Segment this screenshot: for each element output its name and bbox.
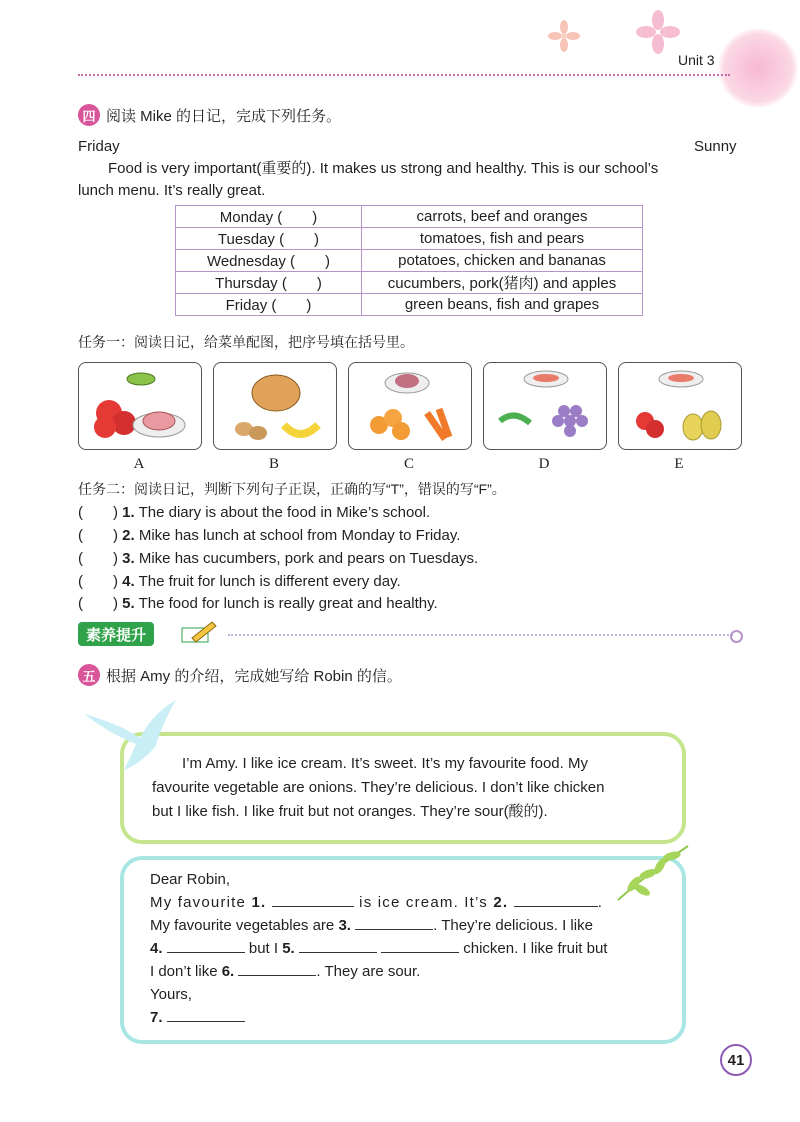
amy-line-3: but I like fish. I like fruit but not oranges. They’re sour(酸的). (152, 803, 548, 820)
table-row (176, 206, 643, 228)
menu-day[interactable]: Friday ( ) (176, 294, 362, 316)
menu-food: cucumbers, pork(猪肉) and apples (362, 272, 643, 294)
pencil-icon (178, 618, 218, 653)
section4-instruction: 阅读 Mike 的日记，完成下列任务。 (106, 107, 342, 125)
letter-line-3 (150, 914, 593, 938)
letter-closing: Yours, (150, 986, 192, 1003)
letter-text: is ice cream. It’s (359, 894, 489, 911)
blank-number: 5. (282, 940, 295, 957)
food-picture-b (213, 362, 337, 450)
menu-food: tomatoes, fish and pears (362, 228, 643, 250)
diary-day: Friday (78, 138, 120, 155)
chicken-potatoes-bananas-icon (214, 363, 336, 449)
question-number: 4. (122, 573, 135, 590)
table-row (176, 272, 643, 294)
letter-text: but I (248, 940, 279, 957)
food-picture-e (618, 362, 742, 450)
question-number: 1. (122, 504, 135, 521)
question-text: Mike has cucumbers, pork and pears on Tuesdays. (138, 550, 479, 567)
blank-number: 6. (221, 963, 235, 980)
answer-paren[interactable]: ( ) (78, 504, 118, 521)
menu-day[interactable]: Tuesday ( ) (176, 228, 362, 250)
task1-instruction: 任务一：阅读日记，给菜单配图，把序号填在括号里。 (78, 334, 414, 350)
menu-day[interactable]: Monday ( ) (176, 206, 362, 228)
page-number: 41 (720, 1044, 752, 1076)
leaf-branch-icon (612, 840, 692, 915)
pork-oranges-carrots-icon (349, 363, 471, 449)
answer-blank[interactable] (167, 1006, 245, 1022)
answer-blank[interactable] (355, 914, 433, 930)
lunch-menu-table (175, 205, 643, 316)
diary-weather: Sunny (694, 138, 737, 155)
question-text: The diary is about the food in Mike’s school. (138, 504, 431, 521)
flower-icon (636, 10, 680, 59)
question-item (78, 547, 478, 568)
answer-paren[interactable]: ( ) (78, 527, 118, 544)
blank-number: 4. (150, 940, 163, 957)
amy-intro-box (120, 732, 686, 844)
answer-paren[interactable]: ( ) (78, 595, 118, 612)
question-number: 3. (122, 550, 135, 567)
letter-text: chicken. I like fruit but (463, 940, 608, 957)
decorative-blob (718, 28, 798, 108)
letter-line-5 (150, 960, 420, 984)
answer-blank[interactable] (238, 960, 316, 976)
question-number: 2. (122, 527, 135, 544)
letter-greeting: Dear Robin, (150, 871, 231, 888)
question-text: The fruit for lunch is different every day. (138, 573, 401, 590)
section5-instruction: 根据 Amy 的介绍，完成她写给 Robin 的信。 (106, 667, 402, 685)
picture-label-b: B (268, 456, 279, 472)
question-text: Mike has lunch at school from Monday to Friday. (138, 527, 461, 544)
menu-day[interactable]: Thursday ( ) (176, 272, 362, 294)
answer-paren[interactable]: ( ) (78, 573, 118, 590)
table-row (176, 228, 643, 250)
menu-food: carrots, beef and oranges (362, 206, 643, 228)
letter-text: My favourite vegetables are (150, 917, 335, 934)
letter-text: I don’t like (150, 963, 218, 980)
picture-label-a: A (133, 456, 145, 472)
picture-label-e: E (674, 456, 684, 472)
unit-label: Unit 3 (678, 52, 715, 68)
diary-line-2: lunch menu. It’s really great. (78, 182, 266, 199)
amy-line-1: I’m Amy. I like ice cream. It’s sweet. It’s my favourite food. My (182, 755, 588, 772)
letter-text: . They are sour. (316, 963, 421, 980)
answer-paren[interactable]: ( ) (78, 550, 118, 567)
blank-number: 1. (251, 894, 267, 911)
question-text: The food for lunch is really great and healthy. (138, 595, 438, 612)
table-row (176, 250, 643, 272)
answer-blank[interactable] (381, 937, 459, 953)
question-item (78, 501, 430, 522)
letter-line-2: My favourite 1. is ice cream. It’s 2. . (150, 891, 603, 915)
suyang-banner: 素养提升 (78, 622, 154, 646)
swallow-icon (80, 694, 190, 779)
fish-beans-grapes-icon (484, 363, 606, 449)
food-picture-a (78, 362, 202, 450)
decorative-divider (228, 634, 733, 636)
cucumber-apples-beef-icon (79, 363, 201, 449)
header-divider (78, 74, 730, 76)
letter-box (120, 856, 686, 1044)
picture-label-d: D (538, 456, 550, 472)
answer-blank[interactable] (299, 937, 377, 953)
letter-text: . They’re delicious. I like (433, 917, 593, 934)
food-picture-c (348, 362, 472, 450)
diary-line-1: Food is very important(重要的). It makes us strong and healthy. This is our school’s (108, 160, 659, 177)
divider-end-dot (730, 630, 743, 643)
letter-signature (150, 1006, 245, 1030)
question-item (78, 524, 460, 545)
blank-number: 7. (150, 1009, 163, 1026)
table-row (176, 294, 643, 316)
section4-badge: 四 (78, 104, 100, 126)
answer-blank[interactable] (514, 891, 598, 907)
blank-number: 3. (338, 917, 351, 934)
amy-line-2: favourite vegetable are onions. They’re delicious. I don’t like chicken (152, 779, 605, 796)
menu-food: potatoes, chicken and bananas (362, 250, 643, 272)
question-item (78, 570, 401, 591)
food-picture-d (483, 362, 607, 450)
answer-blank[interactable] (167, 937, 245, 953)
task2-instruction: 任务二：阅读日记，判断下列句子正误，正确的写“T”，错误的写“F”。 (78, 481, 506, 497)
section5-heading (78, 664, 402, 686)
picture-label-c: C (403, 456, 414, 472)
letter-text: My favourite (150, 894, 247, 911)
section4-heading (78, 104, 341, 126)
menu-day[interactable]: Wednesday ( ) (176, 250, 362, 272)
menu-food: green beans, fish and grapes (362, 294, 643, 316)
question-item (78, 592, 438, 613)
flower-icon (548, 20, 580, 57)
blank-number: 2. (493, 894, 509, 911)
letter-line-4 (150, 937, 607, 961)
section5-badge: 五 (78, 664, 100, 686)
answer-blank[interactable] (272, 891, 354, 907)
question-number: 5. (122, 595, 135, 612)
fish-tomatoes-pears-icon (619, 363, 741, 449)
